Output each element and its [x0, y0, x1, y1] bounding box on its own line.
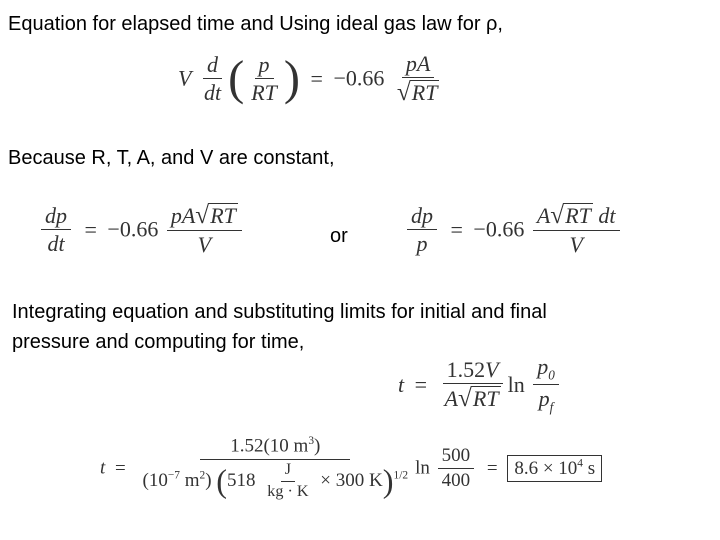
eq4-pressure-ratio — [533, 355, 559, 415]
eq1-minus: − — [333, 65, 346, 91]
eq4-denominator: A √ RT — [444, 384, 499, 413]
eq1-pa: pA — [402, 52, 434, 78]
eq3-lhs-fraction — [407, 204, 437, 255]
eq5-ln: ln — [415, 457, 430, 479]
equation-time-symbolic — [398, 355, 562, 415]
eq5-p-final: 400 — [441, 470, 471, 492]
eq1-rhs-fraction — [393, 52, 444, 105]
eq5-denominator: ($10^{-7}$ $m^2$) (518 $\frac{J}{kg \cdot K}$ × 300 K)$^{1/2}$ — [142, 461, 409, 501]
eq2-coef: 0.66 — [119, 216, 159, 242]
eq5-pressure-ratio — [438, 446, 475, 491]
eq2-dt: dt — [47, 231, 65, 257]
eq5-equals: = — [115, 457, 126, 479]
eq1-derivative — [200, 53, 225, 104]
eq2-equals: = — [84, 216, 97, 242]
equation-dp-dt — [38, 203, 245, 256]
eq5-unit-fraction: $\frac{J}{kg \cdot K}$ — [267, 461, 309, 501]
eq5-numerator: 1.52(10 $m^3$) — [200, 436, 350, 460]
eq5-p-initial: 500 — [438, 446, 475, 469]
eq2-rhs-fraction — [167, 203, 242, 256]
eq5-main-fraction — [139, 436, 413, 501]
eq1-density — [247, 53, 281, 104]
eq1-left-paren: ( — [228, 51, 245, 105]
intro-text: Equation for elapsed time and Using ideal gas law for ρ, — [8, 13, 503, 35]
eq4-t: t — [398, 371, 405, 397]
eq1-coef: 0.66 — [345, 65, 385, 91]
eq2-volume: V — [197, 232, 212, 258]
eq1-d: d — [203, 53, 222, 79]
eq4-pf: $p_f$ — [538, 386, 554, 415]
integrating-text-line2: pressure and computing for time, — [12, 331, 305, 353]
eq3-equals: = — [450, 216, 463, 242]
equation-time-numeric — [100, 436, 602, 501]
eq3-p: p — [416, 231, 428, 257]
or-text: or — [330, 225, 348, 247]
eq1-right-paren: ) — [283, 51, 301, 105]
eq3-dp: dp — [407, 204, 437, 230]
eq3-numerator: A √ RT dt — [533, 203, 620, 231]
equation-dp-p — [404, 203, 623, 256]
eq1-volume: V — [178, 65, 192, 91]
integrating-text-line1: Integrating equation and substituting limits for initial and final — [12, 301, 547, 323]
eq4-p0: $p_0$ — [533, 355, 559, 385]
eq1-equals: = — [310, 65, 323, 91]
eq2-numerator: pA √ RT — [167, 203, 242, 231]
eq3-minus: − — [473, 216, 486, 242]
eq4-ln: ln — [507, 371, 525, 397]
eq1-rt: RT — [251, 80, 277, 106]
eq2-derivative — [41, 204, 71, 255]
eq5-t: t — [100, 457, 106, 479]
eq3-rhs-fraction — [533, 203, 620, 256]
eq2-dp: dp — [41, 204, 71, 230]
eq1-p: p — [255, 53, 274, 79]
eq5-equals2: = — [486, 457, 498, 479]
constants-text: Because R, T, A, and V are constant, — [8, 147, 335, 169]
eq4-numerator: 1.52V — [443, 358, 503, 384]
eq3-coef: 0.66 — [485, 216, 525, 242]
eq3-volume: V — [569, 232, 583, 258]
eq5-result: $8.6 \times 10^4$ s — [507, 455, 602, 482]
equation-elapsed-time — [178, 52, 446, 105]
eq4-equals: = — [414, 371, 428, 397]
eq4-fraction — [441, 358, 505, 411]
eq1-sqrt: √ RT — [396, 78, 438, 107]
eq2-minus: − — [107, 216, 120, 242]
eq1-dt: dt — [203, 80, 222, 106]
